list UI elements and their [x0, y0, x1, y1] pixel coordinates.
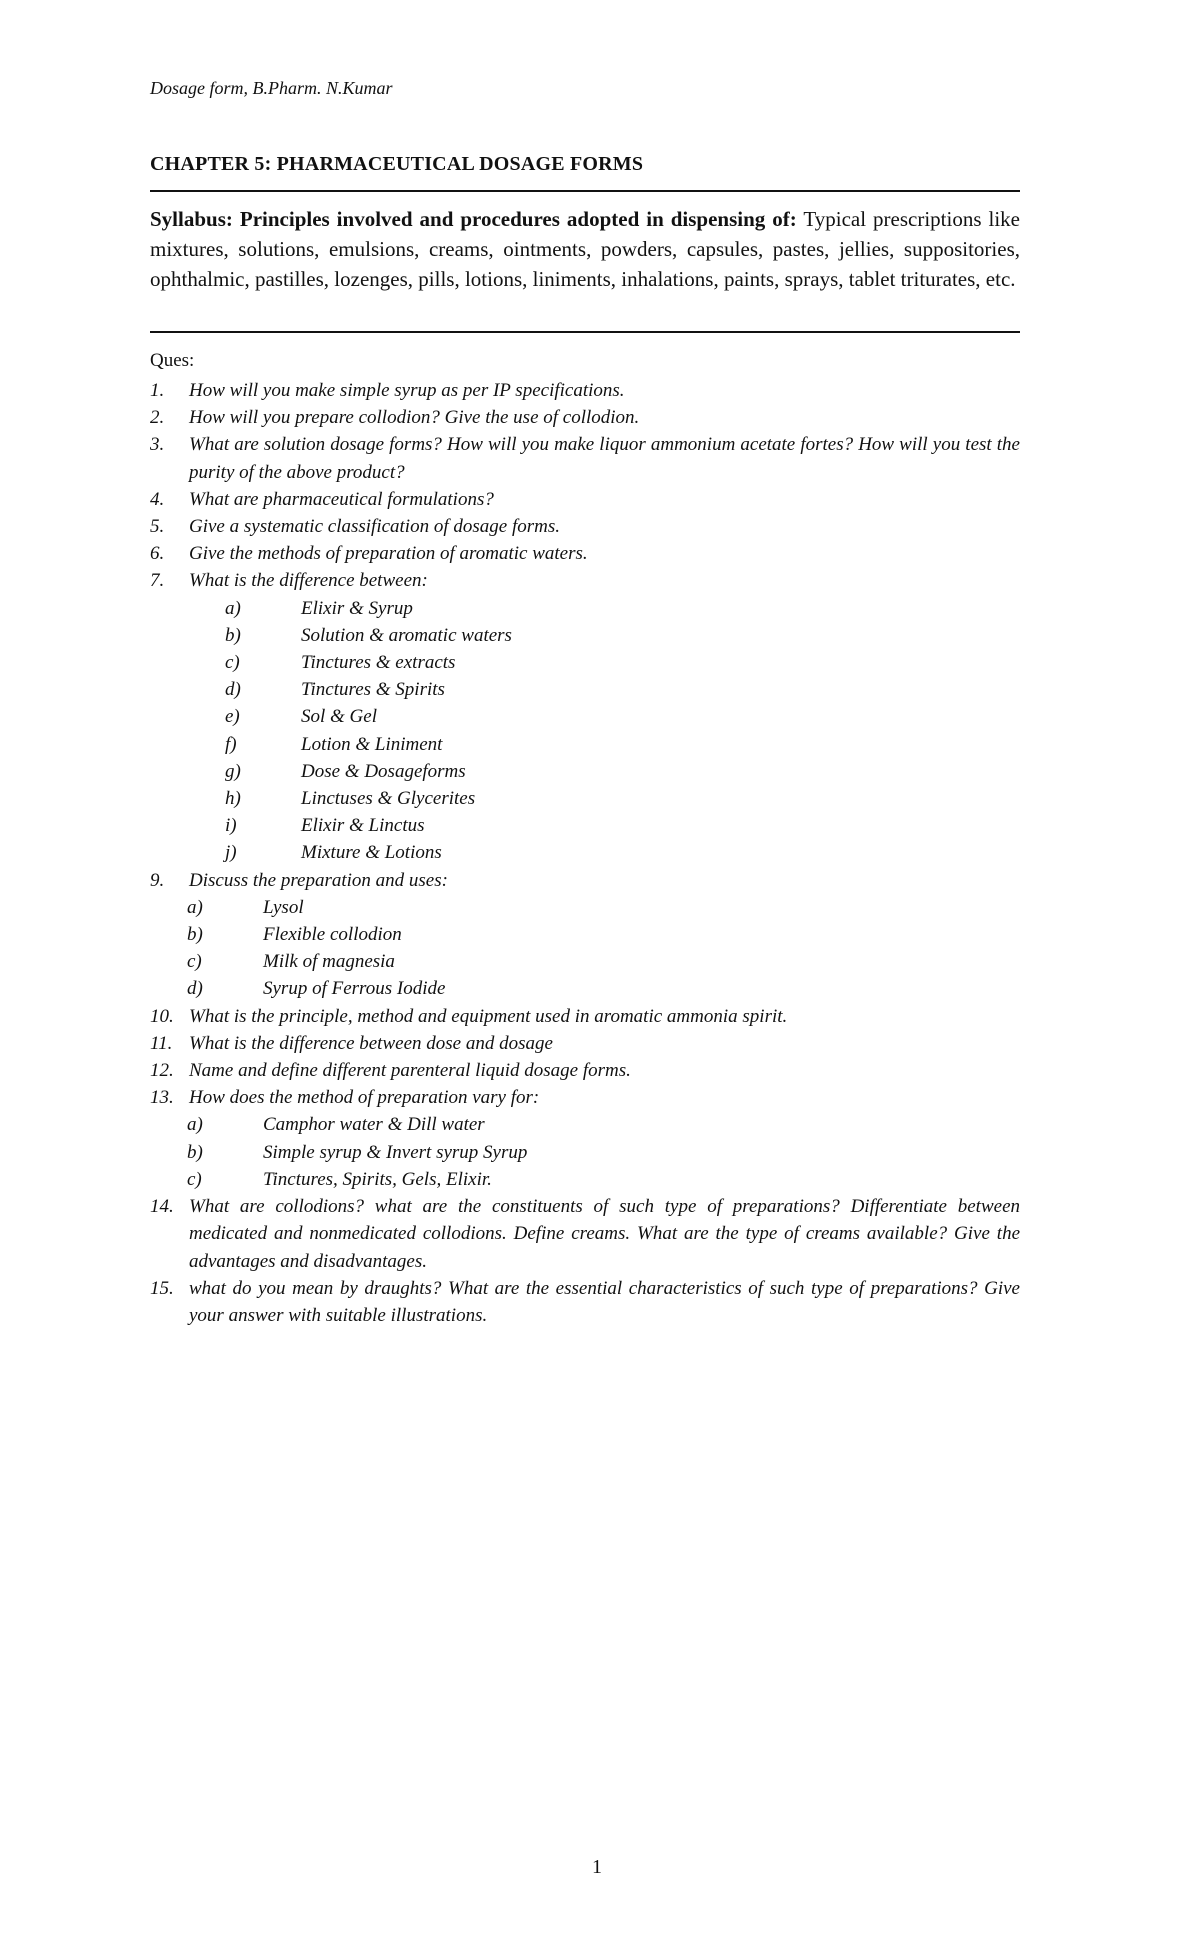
- question-text: Give the methods of preparation of aromatic waters.: [189, 543, 588, 565]
- item-text: Sol & Gel: [301, 706, 377, 728]
- question-text: How does the method of preparation vary for:: [189, 1087, 540, 1109]
- item-letter: h): [225, 788, 241, 810]
- question-list: [150, 377, 1020, 1329]
- item-letter: g): [225, 760, 241, 782]
- item-letter: c): [225, 652, 240, 674]
- item-text: Camphor water & Dill water: [263, 1114, 485, 1136]
- item-text: Milk of magnesia: [263, 951, 395, 973]
- question-15: [150, 1275, 1020, 1329]
- item-text: Lotion & Liniment: [301, 733, 443, 755]
- syllabus-lead: Principles involved and procedures adopted in dispensing of:: [239, 207, 797, 231]
- list-item: [150, 975, 1020, 1002]
- item-letter: j): [225, 842, 237, 864]
- question-number: 11.: [150, 1032, 173, 1054]
- list-item: [150, 812, 1020, 839]
- divider-bottom: [150, 331, 1020, 333]
- question-text: What are solution dosage forms? How will you make liquor ammonium acetate fortes? How will you test the purity of the above product?: [189, 434, 1020, 483]
- question-number: 6.: [150, 543, 165, 565]
- item-text: Lysol: [263, 896, 304, 918]
- question-text: What are collodions? what are the constituents of such type of preparations? Differentiate between medicated and nonmedicated collodions. Define creams. What are the type of creams available? Give the advantages and disadvantages.: [189, 1196, 1020, 1272]
- item-text: Solution & aromatic waters: [301, 624, 512, 646]
- question-number: 2.: [150, 407, 165, 429]
- item-text: Tinctures, Spirits, Gels, Elixir.: [263, 1168, 492, 1190]
- question-text: what do you mean by draughts? What are the essential characteristics of such type of preparations? Give your answer with suitable illustrations.: [189, 1277, 1020, 1326]
- list-item: [150, 758, 1020, 785]
- list-item: [150, 1111, 1020, 1138]
- question-text: What is the difference between dose and dosage: [189, 1032, 553, 1054]
- question-number: 4.: [150, 488, 165, 510]
- list-item: [150, 622, 1020, 649]
- running-header: Dosage form, B.Pharm. N.Kumar: [150, 78, 393, 98]
- list-item: [150, 676, 1020, 703]
- question-number: 3.: [150, 434, 165, 456]
- item-letter: b): [225, 624, 241, 646]
- list-item: [150, 839, 1020, 866]
- question-number: 7.: [150, 570, 165, 592]
- question-text: How will you prepare collodion? Give the use of collodion.: [189, 407, 640, 429]
- question-number: 14.: [150, 1196, 174, 1218]
- item-letter: e): [225, 706, 240, 728]
- question-number: 1.: [150, 380, 165, 401]
- list-item: [150, 649, 1020, 676]
- question-number: 12.: [150, 1060, 174, 1082]
- syllabus-paragraph: [150, 204, 1020, 294]
- question-text: Name and define different parenteral liquid dosage forms.: [189, 1060, 631, 1082]
- question-number: 10.: [150, 1005, 174, 1027]
- list-item: [150, 785, 1020, 812]
- divider-top: [150, 190, 1020, 192]
- question-text: What is the principle, method and equipment used in aromatic ammonia spirit.: [189, 1005, 788, 1027]
- item-letter: f): [225, 733, 237, 755]
- question-7: [150, 567, 1020, 594]
- page-number: 1: [592, 1856, 602, 1878]
- questions-label: Ques:: [150, 350, 195, 371]
- question-2: [150, 404, 1020, 431]
- item-letter: i): [225, 815, 237, 837]
- item-letter: b): [187, 1141, 203, 1163]
- question-number: 5.: [150, 516, 165, 538]
- question-13: [150, 1084, 1020, 1111]
- question-5: [150, 513, 1020, 540]
- list-item: [150, 595, 1020, 622]
- question-1: [150, 377, 1020, 404]
- question-number: 15.: [150, 1277, 174, 1299]
- question-text: How will you make simple syrup as per IP specifications.: [189, 380, 625, 401]
- item-text: Simple syrup & Invert syrup Syrup: [263, 1141, 528, 1163]
- question-11: [150, 1030, 1020, 1057]
- question-12: [150, 1057, 1020, 1084]
- list-item: [150, 1166, 1020, 1193]
- list-item: [150, 894, 1020, 921]
- question-6: [150, 540, 1020, 567]
- question-14: [150, 1193, 1020, 1275]
- question-3: [150, 431, 1020, 485]
- item-text: Tinctures & extracts: [301, 652, 456, 674]
- item-text: Linctuses & Glycerites: [301, 788, 476, 810]
- question-number: 9.: [150, 869, 165, 891]
- question-text: What is the difference between:: [189, 570, 428, 592]
- question-4: [150, 486, 1020, 513]
- list-item: [150, 731, 1020, 758]
- question-9: [150, 867, 1020, 894]
- item-text: Flexible collodion: [263, 924, 402, 946]
- list-item: [150, 921, 1020, 948]
- item-letter: d): [225, 679, 241, 701]
- item-letter: a): [225, 597, 241, 619]
- question-text: Give a systematic classification of dosage forms.: [189, 516, 560, 538]
- item-letter: d): [187, 978, 203, 1000]
- syllabus-label: Syllabus:: [150, 207, 233, 231]
- chapter-title: CHAPTER 5: PHARMACEUTICAL DOSAGE FORMS: [150, 153, 644, 175]
- list-item: [150, 703, 1020, 730]
- item-text: Tinctures & Spirits: [301, 679, 445, 701]
- syllabus-text: Typical prescriptions like mixtures, solutions, emulsions, creams, ointments, powders, capsules, pastes, jellies, suppositories, ophthalmic, pastilles, lozenges, pills, lotions, liniments, inhalations, paints, sprays, tablet triturates, etc.: [150, 207, 1021, 291]
- list-item: [150, 1139, 1020, 1166]
- item-letter: a): [187, 1114, 203, 1136]
- item-text: Elixir & Syrup: [301, 597, 413, 619]
- item-letter: a): [187, 896, 203, 918]
- question-number: 13.: [150, 1087, 174, 1109]
- question-text: What are pharmaceutical formulations?: [189, 488, 494, 510]
- question-10: [150, 1003, 1020, 1030]
- question-text: Discuss the preparation and uses:: [189, 869, 448, 891]
- item-text: Dose & Dosageforms: [301, 760, 466, 782]
- item-text: Syrup of Ferrous Iodide: [263, 978, 446, 1000]
- item-text: Elixir & Linctus: [301, 815, 425, 837]
- item-letter: c): [187, 951, 202, 973]
- item-letter: b): [187, 924, 203, 946]
- item-letter: c): [187, 1168, 202, 1190]
- list-item: [150, 948, 1020, 975]
- item-text: Mixture & Lotions: [301, 842, 442, 864]
